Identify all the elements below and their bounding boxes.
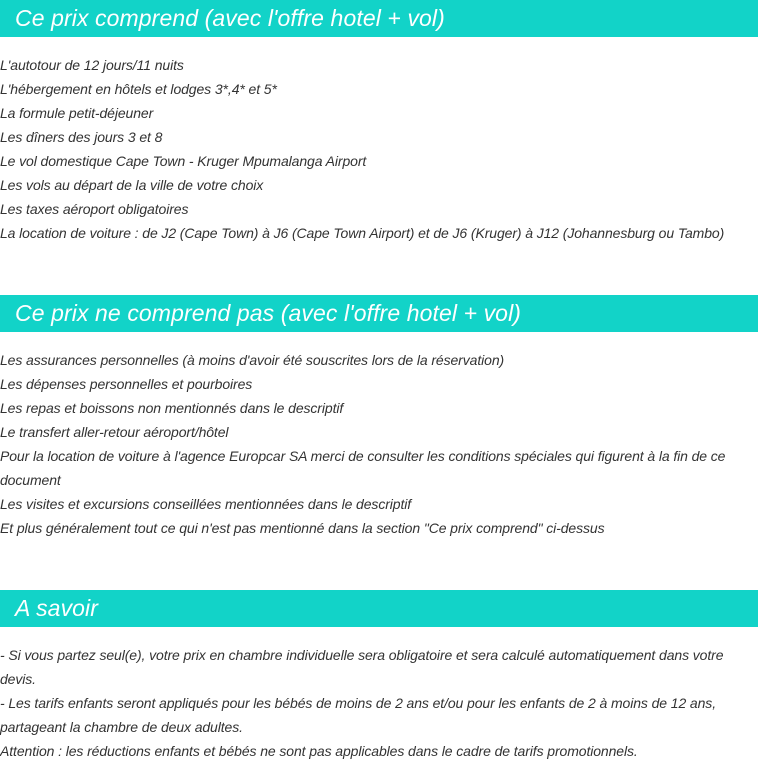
list-item: - Les tarifs enfants seront appliqués pour les bébés de moins de 2 ans et/ou pour les enfants de 2 à moins de 12 ans, partageant la chambre de deux adultes. [0, 695, 716, 735]
list-item: Et plus généralement tout ce qui n'est pas mentionné dans la section "Ce prix comprend" ci-dessus [0, 520, 605, 536]
excludes-list [0, 348, 758, 540]
section-header-excludes [0, 295, 758, 332]
list-item: L'autotour de 12 jours/11 nuits [0, 57, 184, 73]
list-item: Attention : les réductions enfants et bébés ne sont pas applicables dans le cadre de tarifs promotionnels. [0, 743, 638, 759]
includes-list [0, 53, 758, 245]
section-header-good-to-know [0, 590, 758, 627]
section-title-excludes: Ce prix ne comprend pas (avec l'offre hotel + vol) [15, 300, 522, 326]
section-header-includes [0, 0, 758, 37]
list-item: Le vol domestique Cape Town - Kruger Mpumalanga Airport [0, 153, 367, 169]
list-item: Pour la location de voiture à l'agence Europcar SA merci de consulter les conditions spéciales qui figurent à la fin de ce document [0, 448, 726, 488]
list-item: Les dépenses personnelles et pourboires [0, 376, 253, 392]
list-item: Les visites et excursions conseillées mentionnées dans le descriptif [0, 496, 412, 512]
list-item: Les assurances personnelles (à moins d'avoir été souscrites lors de la réservation) [0, 352, 505, 368]
list-item: Le transfert aller-retour aéroport/hôtel [0, 424, 229, 440]
list-item: - Si vous partez seul(e), votre prix en chambre individuelle sera obligatoire et sera calculé automatiquement dans votre devis. [0, 647, 724, 687]
list-item: L'hébergement en hôtels et lodges 3*,4* et 5* [0, 81, 277, 97]
list-item: Les repas et boissons non mentionnés dans le descriptif [0, 400, 344, 416]
list-item: La formule petit-déjeuner [0, 105, 154, 121]
list-item: Les dîners des jours 3 et 8 [0, 129, 163, 145]
section-title-includes: Ce prix comprend (avec l'offre hotel + vol) [15, 5, 445, 31]
good-to-know-list [0, 643, 758, 763]
section-title-good-to-know: A savoir [15, 595, 99, 621]
list-item: Les vols au départ de la ville de votre choix [0, 177, 264, 193]
list-item: La location de voiture : de J2 (Cape Town) à J6 (Cape Town Airport) et de J6 (Kruger) à J12 (Johannesburg ou Tambo) [0, 225, 725, 241]
list-item: Les taxes aéroport obligatoires [0, 201, 189, 217]
